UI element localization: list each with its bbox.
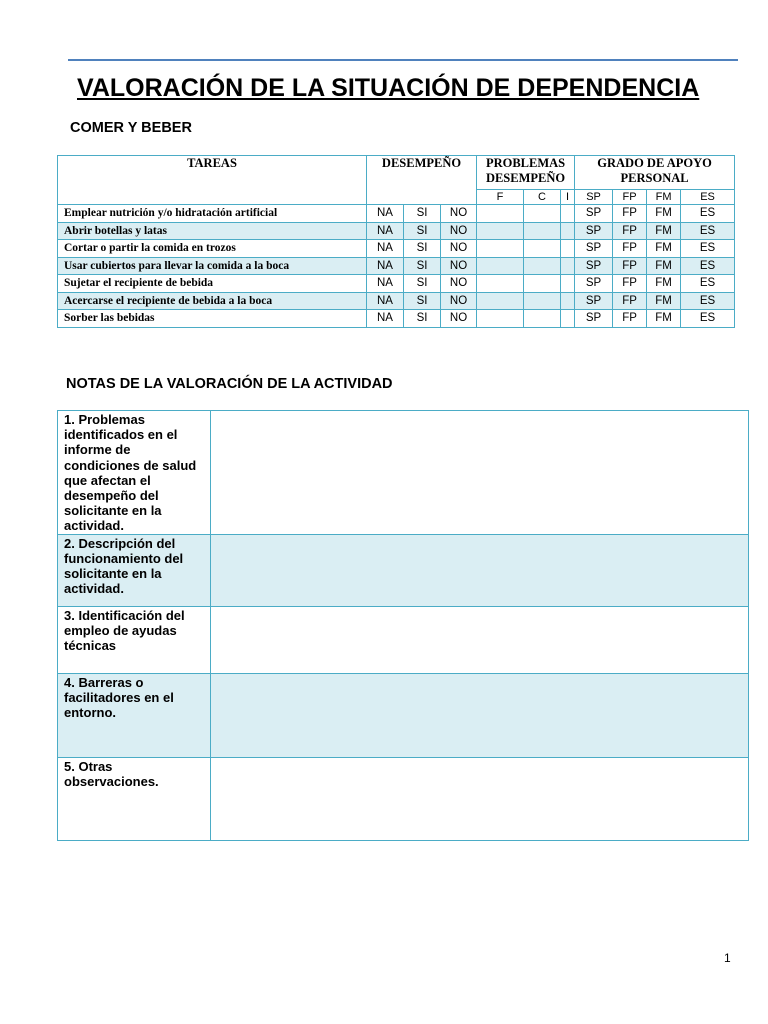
problem-cell[interactable]	[524, 310, 561, 328]
desempeno-option-si[interactable]: SI	[404, 310, 441, 328]
grado-option-fm[interactable]: FM	[647, 222, 681, 240]
problem-cell[interactable]	[524, 222, 561, 240]
table-row	[58, 310, 735, 328]
problem-cell[interactable]	[477, 257, 524, 275]
note-entry-field[interactable]	[211, 411, 749, 535]
notes-row	[58, 757, 749, 840]
desempeno-option-si[interactable]: SI	[404, 275, 441, 293]
subheader-problem-f: F	[477, 190, 524, 205]
grado-option-fp[interactable]: FP	[613, 205, 647, 223]
note-label: 3. Identificación del empleo de ayudas técnicas	[58, 606, 211, 673]
problem-cell[interactable]	[477, 240, 524, 258]
note-entry-field[interactable]	[211, 534, 749, 606]
task-label: Usar cubiertos para llevar la comida a la boca	[58, 257, 367, 275]
grado-option-es[interactable]: ES	[681, 292, 735, 310]
grado-option-fm[interactable]: FM	[647, 257, 681, 275]
page-title: VALORACIÓN DE LA SITUACIÓN DE DEPENDENCIA	[77, 74, 700, 102]
page-number: 1	[724, 951, 731, 965]
table-row	[58, 257, 735, 275]
task-label: Sorber las bebidas	[58, 310, 367, 328]
table-row	[58, 292, 735, 310]
notes-row	[58, 411, 749, 535]
table-row	[58, 275, 735, 293]
desempeno-option-si[interactable]: SI	[404, 257, 441, 275]
grado-option-fm[interactable]: FM	[647, 240, 681, 258]
grado-option-fm[interactable]: FM	[647, 205, 681, 223]
problem-cell[interactable]	[561, 292, 575, 310]
desempeno-option-no[interactable]: NO	[441, 205, 477, 223]
grado-option-fp[interactable]: FP	[613, 310, 647, 328]
notes-table	[57, 410, 749, 841]
problem-cell[interactable]	[561, 240, 575, 258]
grado-option-sp[interactable]: SP	[575, 205, 613, 223]
table-row	[58, 240, 735, 258]
grado-option-es[interactable]: ES	[681, 222, 735, 240]
grado-option-sp[interactable]: SP	[575, 222, 613, 240]
desempeno-option-no[interactable]: NO	[441, 292, 477, 310]
problem-cell[interactable]	[561, 222, 575, 240]
problem-cell[interactable]	[524, 240, 561, 258]
top-rule	[68, 59, 738, 61]
table-row	[58, 222, 735, 240]
desempeno-option-na[interactable]: NA	[367, 292, 404, 310]
task-label: Emplear nutrición y/o hidratación artificial	[58, 205, 367, 223]
tasks-table	[57, 155, 735, 328]
problem-cell[interactable]	[524, 275, 561, 293]
task-label: Sujetar el recipiente de bebida	[58, 275, 367, 293]
desempeno-option-na[interactable]: NA	[367, 257, 404, 275]
header-tareas: TAREAS	[58, 156, 367, 205]
grado-option-es[interactable]: ES	[681, 275, 735, 293]
desempeno-option-si[interactable]: SI	[404, 205, 441, 223]
desempeno-option-na[interactable]: NA	[367, 275, 404, 293]
section-heading: COMER Y BEBER	[70, 120, 192, 136]
grado-option-fp[interactable]: FP	[613, 275, 647, 293]
desempeno-option-na[interactable]: NA	[367, 222, 404, 240]
grado-option-fp[interactable]: FP	[613, 257, 647, 275]
grado-option-fm[interactable]: FM	[647, 310, 681, 328]
problem-cell[interactable]	[561, 205, 575, 223]
grado-option-es[interactable]: ES	[681, 205, 735, 223]
task-label: Abrir botellas y latas	[58, 222, 367, 240]
desempeno-option-na[interactable]: NA	[367, 205, 404, 223]
grado-option-es[interactable]: ES	[681, 310, 735, 328]
problem-cell[interactable]	[477, 292, 524, 310]
grado-option-fp[interactable]: FP	[613, 292, 647, 310]
problem-cell[interactable]	[524, 205, 561, 223]
subheader-grado-es: ES	[681, 190, 735, 205]
notes-row	[58, 606, 749, 673]
grado-option-sp[interactable]: SP	[575, 275, 613, 293]
problem-cell[interactable]	[477, 205, 524, 223]
problem-cell[interactable]	[477, 275, 524, 293]
note-label: 1. Problemas identificados en el informe de condiciones de salud que afectan el desempeño del solicitante en la actividad.	[58, 411, 211, 535]
task-label: Acercarse el recipiente de bebida a la boca	[58, 292, 367, 310]
header-desempeno: DESEMPEÑO	[367, 156, 477, 205]
desempeno-option-na[interactable]: NA	[367, 310, 404, 328]
note-entry-field[interactable]	[211, 757, 749, 840]
subheader-problem-c: C	[524, 190, 561, 205]
grado-option-sp[interactable]: SP	[575, 310, 613, 328]
problem-cell[interactable]	[561, 275, 575, 293]
grado-option-fm[interactable]: FM	[647, 292, 681, 310]
grado-option-sp[interactable]: SP	[575, 240, 613, 258]
note-label: 5. Otras observaciones.	[58, 757, 211, 840]
desempeno-option-no[interactable]: NO	[441, 240, 477, 258]
desempeno-option-na[interactable]: NA	[367, 240, 404, 258]
header-problemas: PROBLEMAS DESEMPEÑO	[477, 156, 575, 190]
desempeno-option-si[interactable]: SI	[404, 240, 441, 258]
notes-row	[58, 534, 749, 606]
task-label: Cortar o partir la comida en trozos	[58, 240, 367, 258]
note-label: 4. Barreras o facilitadores en el entorno.	[58, 673, 211, 757]
subheader-grado-sp: SP	[575, 190, 613, 205]
grado-option-es[interactable]: ES	[681, 240, 735, 258]
problem-cell[interactable]	[561, 310, 575, 328]
grado-option-es[interactable]: ES	[681, 257, 735, 275]
header-grado: GRADO DE APOYO PERSONAL	[575, 156, 735, 190]
subheader-problem-i: I	[561, 190, 575, 205]
desempeno-option-no[interactable]: NO	[441, 275, 477, 293]
problem-cell[interactable]	[477, 310, 524, 328]
desempeno-option-si[interactable]: SI	[404, 292, 441, 310]
desempeno-option-no[interactable]: NO	[441, 257, 477, 275]
problem-cell[interactable]	[561, 257, 575, 275]
note-entry-field[interactable]	[211, 673, 749, 757]
desempeno-option-no[interactable]: NO	[441, 310, 477, 328]
subheader-grado-fp: FP	[613, 190, 647, 205]
problem-cell[interactable]	[524, 292, 561, 310]
note-entry-field[interactable]	[211, 606, 749, 673]
notes-row	[58, 673, 749, 757]
note-label: 2. Descripción del funcionamiento del solicitante en la actividad.	[58, 534, 211, 606]
grado-option-sp[interactable]: SP	[575, 292, 613, 310]
subheader-grado-fm: FM	[647, 190, 681, 205]
notes-heading: NOTAS DE LA VALORACIÓN DE LA ACTIVIDAD	[66, 376, 393, 392]
table-row	[58, 205, 735, 223]
problem-cell[interactable]	[477, 222, 524, 240]
problem-cell[interactable]	[524, 257, 561, 275]
desempeno-option-si[interactable]: SI	[404, 222, 441, 240]
grado-option-fp[interactable]: FP	[613, 222, 647, 240]
grado-option-fp[interactable]: FP	[613, 240, 647, 258]
desempeno-option-no[interactable]: NO	[441, 222, 477, 240]
grado-option-fm[interactable]: FM	[647, 275, 681, 293]
grado-option-sp[interactable]: SP	[575, 257, 613, 275]
